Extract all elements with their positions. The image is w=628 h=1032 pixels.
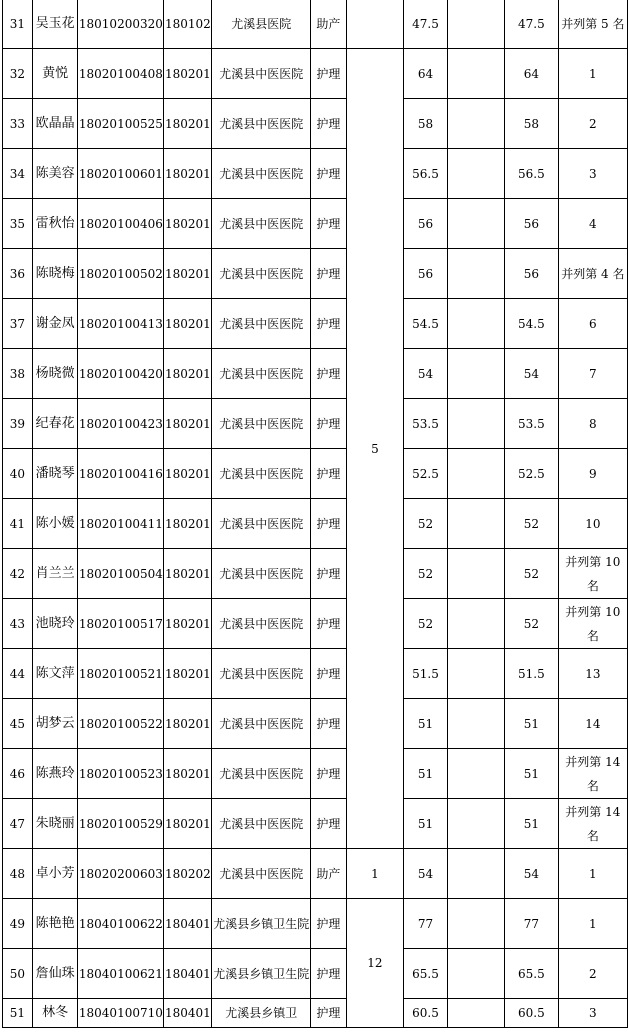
candidate-name: 潘晓琴 (32, 449, 78, 499)
hiring-unit: 尤溪县乡镇卫生院 (212, 949, 311, 999)
rank: 10 (558, 499, 627, 549)
bonus-score (447, 299, 504, 349)
rank: 14 (558, 699, 627, 749)
total-score: 47.5 (505, 0, 559, 49)
hiring-unit: 尤溪县中医医院 (212, 699, 311, 749)
post-name: 护理 (311, 649, 347, 699)
written-score: 54 (404, 349, 448, 399)
rank: 3 (558, 999, 627, 1028)
written-score: 56 (404, 199, 448, 249)
row-number: 32 (3, 49, 33, 99)
written-score: 52.5 (404, 449, 448, 499)
rank: 13 (558, 649, 627, 699)
table-row (3, 249, 628, 299)
post-name: 护理 (311, 499, 347, 549)
row-number: 31 (3, 0, 33, 49)
hiring-unit: 尤溪县中医医院 (212, 449, 311, 499)
exam-id: 18020100502 (78, 249, 164, 299)
post-name: 护理 (311, 699, 347, 749)
hiring-unit: 尤溪县中医医院 (212, 649, 311, 699)
exam-id: 18020200603 (78, 849, 164, 899)
candidate-name: 肖兰兰 (32, 549, 78, 599)
post-name: 护理 (311, 349, 347, 399)
rank: 1 (558, 899, 627, 949)
candidate-name: 杨晓微 (32, 349, 78, 399)
post-name: 护理 (311, 899, 347, 949)
bonus-score (447, 649, 504, 699)
post-name: 护理 (311, 299, 347, 349)
table-row (3, 449, 628, 499)
table-row (3, 499, 628, 549)
post-name: 护理 (311, 599, 347, 649)
hiring-unit: 尤溪县中医医院 (212, 799, 311, 849)
hiring-unit: 尤溪县医院 (212, 0, 311, 49)
total-score: 54 (505, 849, 559, 899)
bonus-score (447, 199, 504, 249)
exam-id: 18020100525 (78, 99, 164, 149)
bonus-score (447, 499, 504, 549)
row-number: 41 (3, 499, 33, 549)
rank: 并列第 10 名 (558, 549, 627, 599)
post-code: 180401 (164, 999, 212, 1028)
rank: 1 (558, 849, 627, 899)
bonus-score (447, 399, 504, 449)
post-code: 180201 (164, 399, 212, 449)
bonus-score (447, 949, 504, 999)
rank: 并列第 4 名 (558, 249, 627, 299)
total-score: 52 (505, 599, 559, 649)
total-score: 51.5 (505, 649, 559, 699)
rank: 4 (558, 199, 627, 249)
written-score: 58 (404, 99, 448, 149)
bonus-score (447, 749, 504, 799)
table-row (3, 49, 628, 99)
written-score: 52 (404, 549, 448, 599)
exam-id: 18020100601 (78, 149, 164, 199)
row-number: 40 (3, 449, 33, 499)
total-score: 64 (505, 49, 559, 99)
total-score: 51 (505, 749, 559, 799)
results-table-sheet (2, 0, 628, 1028)
post-code: 180201 (164, 299, 212, 349)
post-code: 180201 (164, 799, 212, 849)
rank: 9 (558, 449, 627, 499)
hiring-unit: 尤溪县中医医院 (212, 99, 311, 149)
exam-id: 18040100621 (78, 949, 164, 999)
candidate-name: 陈燕玲 (32, 749, 78, 799)
post-code: 180401 (164, 899, 212, 949)
post-code: 180201 (164, 99, 212, 149)
rank: 2 (558, 949, 627, 999)
candidate-name: 陈美容 (32, 149, 78, 199)
written-score: 52 (404, 499, 448, 549)
post-code: 180201 (164, 749, 212, 799)
table-row (3, 349, 628, 399)
candidate-name: 谢金凤 (32, 299, 78, 349)
bonus-score (447, 699, 504, 749)
hiring-unit: 尤溪县中医医院 (212, 849, 311, 899)
bonus-score (447, 99, 504, 149)
post-name: 护理 (311, 99, 347, 149)
row-number: 42 (3, 549, 33, 599)
total-score: 65.5 (505, 949, 559, 999)
hiring-unit: 尤溪县中医医院 (212, 299, 311, 349)
post-code: 180201 (164, 149, 212, 199)
rank: 7 (558, 349, 627, 399)
row-number: 35 (3, 199, 33, 249)
post-code: 180201 (164, 699, 212, 749)
written-score: 56.5 (404, 149, 448, 199)
total-score: 52 (505, 549, 559, 599)
results-table (2, 0, 628, 1028)
written-score: 65.5 (404, 949, 448, 999)
post-code: 180201 (164, 49, 212, 99)
candidate-name: 池晓玲 (32, 599, 78, 649)
row-number: 47 (3, 799, 33, 849)
bonus-score (447, 799, 504, 849)
hiring-unit: 尤溪县中医医院 (212, 49, 311, 99)
bonus-score (447, 849, 504, 899)
total-score: 51 (505, 799, 559, 849)
exam-id: 18020100523 (78, 749, 164, 799)
hiring-unit: 尤溪县乡镇卫生院 (212, 899, 311, 949)
table-row (3, 399, 628, 449)
bonus-score (447, 599, 504, 649)
row-number: 39 (3, 399, 33, 449)
candidate-name: 林冬 (32, 999, 78, 1028)
post-name: 助产 (311, 849, 347, 899)
hiring-unit: 尤溪县中医医院 (212, 249, 311, 299)
total-score: 56.5 (505, 149, 559, 199)
post-code: 180202 (164, 849, 212, 899)
hiring-quota (346, 0, 403, 49)
total-score: 53.5 (505, 399, 559, 449)
total-score: 52 (505, 499, 559, 549)
row-number: 46 (3, 749, 33, 799)
rank: 并列第 14 名 (558, 799, 627, 849)
candidate-name: 陈文萍 (32, 649, 78, 699)
post-name: 护理 (311, 249, 347, 299)
table-row (3, 649, 628, 699)
rank: 1 (558, 49, 627, 99)
hiring-unit: 尤溪县中医医院 (212, 549, 311, 599)
table-row (3, 99, 628, 149)
exam-id: 18020100517 (78, 599, 164, 649)
total-score: 54 (505, 349, 559, 399)
candidate-name: 朱晓丽 (32, 799, 78, 849)
row-number: 44 (3, 649, 33, 699)
candidate-name: 吴玉花 (32, 0, 78, 49)
table-row (3, 599, 628, 649)
written-score: 51 (404, 699, 448, 749)
table-row (3, 999, 628, 1028)
post-code: 180201 (164, 249, 212, 299)
rank: 8 (558, 399, 627, 449)
post-name: 护理 (311, 49, 347, 99)
hiring-quota: 1 (346, 849, 403, 899)
post-code: 180201 (164, 499, 212, 549)
post-name: 护理 (311, 749, 347, 799)
hiring-quota: 5 (346, 49, 403, 849)
post-code: 180201 (164, 649, 212, 699)
post-code: 180201 (164, 599, 212, 649)
hiring-unit: 尤溪县中医医院 (212, 149, 311, 199)
table-row (3, 849, 628, 899)
total-score: 58 (505, 99, 559, 149)
exam-id: 18020100408 (78, 49, 164, 99)
written-score: 52 (404, 599, 448, 649)
row-number: 51 (3, 999, 33, 1028)
written-score: 51.5 (404, 649, 448, 699)
row-number: 38 (3, 349, 33, 399)
table-row (3, 299, 628, 349)
post-name: 护理 (311, 449, 347, 499)
hiring-unit: 尤溪县乡镇卫 (212, 999, 311, 1028)
table-row (3, 0, 628, 49)
exam-id: 18040100710 (78, 999, 164, 1028)
bonus-score (447, 999, 504, 1028)
post-code: 180201 (164, 449, 212, 499)
candidate-name: 陈艳艳 (32, 899, 78, 949)
candidate-name: 雷秋怡 (32, 199, 78, 249)
exam-id: 18020100416 (78, 449, 164, 499)
exam-id: 18020100420 (78, 349, 164, 399)
post-name: 护理 (311, 399, 347, 449)
hiring-unit: 尤溪县中医医院 (212, 199, 311, 249)
written-score: 64 (404, 49, 448, 99)
hiring-unit: 尤溪县中医医院 (212, 599, 311, 649)
written-score: 77 (404, 899, 448, 949)
written-score: 47.5 (404, 0, 448, 49)
post-code: 180401 (164, 949, 212, 999)
row-number: 48 (3, 849, 33, 899)
table-row (3, 549, 628, 599)
bonus-score (447, 899, 504, 949)
row-number: 50 (3, 949, 33, 999)
exam-id: 18020100504 (78, 549, 164, 599)
exam-id: 18040100622 (78, 899, 164, 949)
post-name: 护理 (311, 199, 347, 249)
rank: 并列第 10 名 (558, 599, 627, 649)
post-name: 助产 (311, 0, 347, 49)
bonus-score (447, 249, 504, 299)
rank: 2 (558, 99, 627, 149)
row-number: 33 (3, 99, 33, 149)
candidate-name: 纪春花 (32, 399, 78, 449)
post-name: 护理 (311, 949, 347, 999)
total-score: 77 (505, 899, 559, 949)
table-row (3, 199, 628, 249)
written-score: 51 (404, 799, 448, 849)
post-code: 180201 (164, 349, 212, 399)
post-name: 护理 (311, 999, 347, 1028)
table-row (3, 899, 628, 949)
table-row (3, 149, 628, 199)
candidate-name: 卓小芳 (32, 849, 78, 899)
exam-id: 18020100411 (78, 499, 164, 549)
rank: 并列第 14 名 (558, 749, 627, 799)
bonus-score (447, 0, 504, 49)
exam-id: 18020100413 (78, 299, 164, 349)
written-score: 51 (404, 749, 448, 799)
rank: 3 (558, 149, 627, 199)
row-number: 45 (3, 699, 33, 749)
exam-id: 18010200320 (78, 0, 164, 49)
table-row (3, 749, 628, 799)
rank: 并列第 5 名 (558, 0, 627, 49)
total-score: 56 (505, 249, 559, 299)
rank: 6 (558, 299, 627, 349)
row-number: 43 (3, 599, 33, 649)
written-score: 60.5 (404, 999, 448, 1028)
exam-id: 18020100406 (78, 199, 164, 249)
post-code: 180102 (164, 0, 212, 49)
total-score: 52.5 (505, 449, 559, 499)
post-name: 护理 (311, 149, 347, 199)
bonus-score (447, 349, 504, 399)
hiring-quota: 12 (346, 899, 403, 1028)
exam-id: 18020100423 (78, 399, 164, 449)
total-score: 54.5 (505, 299, 559, 349)
total-score: 60.5 (505, 999, 559, 1028)
table-row (3, 799, 628, 849)
table-row (3, 949, 628, 999)
hiring-unit: 尤溪县中医医院 (212, 349, 311, 399)
bonus-score (447, 549, 504, 599)
bonus-score (447, 449, 504, 499)
post-name: 护理 (311, 799, 347, 849)
written-score: 53.5 (404, 399, 448, 449)
bonus-score (447, 149, 504, 199)
hiring-unit: 尤溪县中医医院 (212, 499, 311, 549)
candidate-name: 詹仙珠 (32, 949, 78, 999)
row-number: 49 (3, 899, 33, 949)
total-score: 51 (505, 699, 559, 749)
post-name: 护理 (311, 549, 347, 599)
candidate-name: 欧晶晶 (32, 99, 78, 149)
exam-id: 18020100522 (78, 699, 164, 749)
row-number: 37 (3, 299, 33, 349)
candidate-name: 胡梦云 (32, 699, 78, 749)
row-number: 36 (3, 249, 33, 299)
total-score: 56 (505, 199, 559, 249)
candidate-name: 黄悦 (32, 49, 78, 99)
table-row (3, 699, 628, 749)
candidate-name: 陈晓梅 (32, 249, 78, 299)
post-code: 180201 (164, 199, 212, 249)
written-score: 54 (404, 849, 448, 899)
exam-id: 18020100529 (78, 799, 164, 849)
post-code: 180201 (164, 549, 212, 599)
written-score: 56 (404, 249, 448, 299)
exam-id: 18020100521 (78, 649, 164, 699)
bonus-score (447, 49, 504, 99)
hiring-unit: 尤溪县中医医院 (212, 749, 311, 799)
written-score: 54.5 (404, 299, 448, 349)
row-number: 34 (3, 149, 33, 199)
hiring-unit: 尤溪县中医医院 (212, 399, 311, 449)
candidate-name: 陈小媛 (32, 499, 78, 549)
